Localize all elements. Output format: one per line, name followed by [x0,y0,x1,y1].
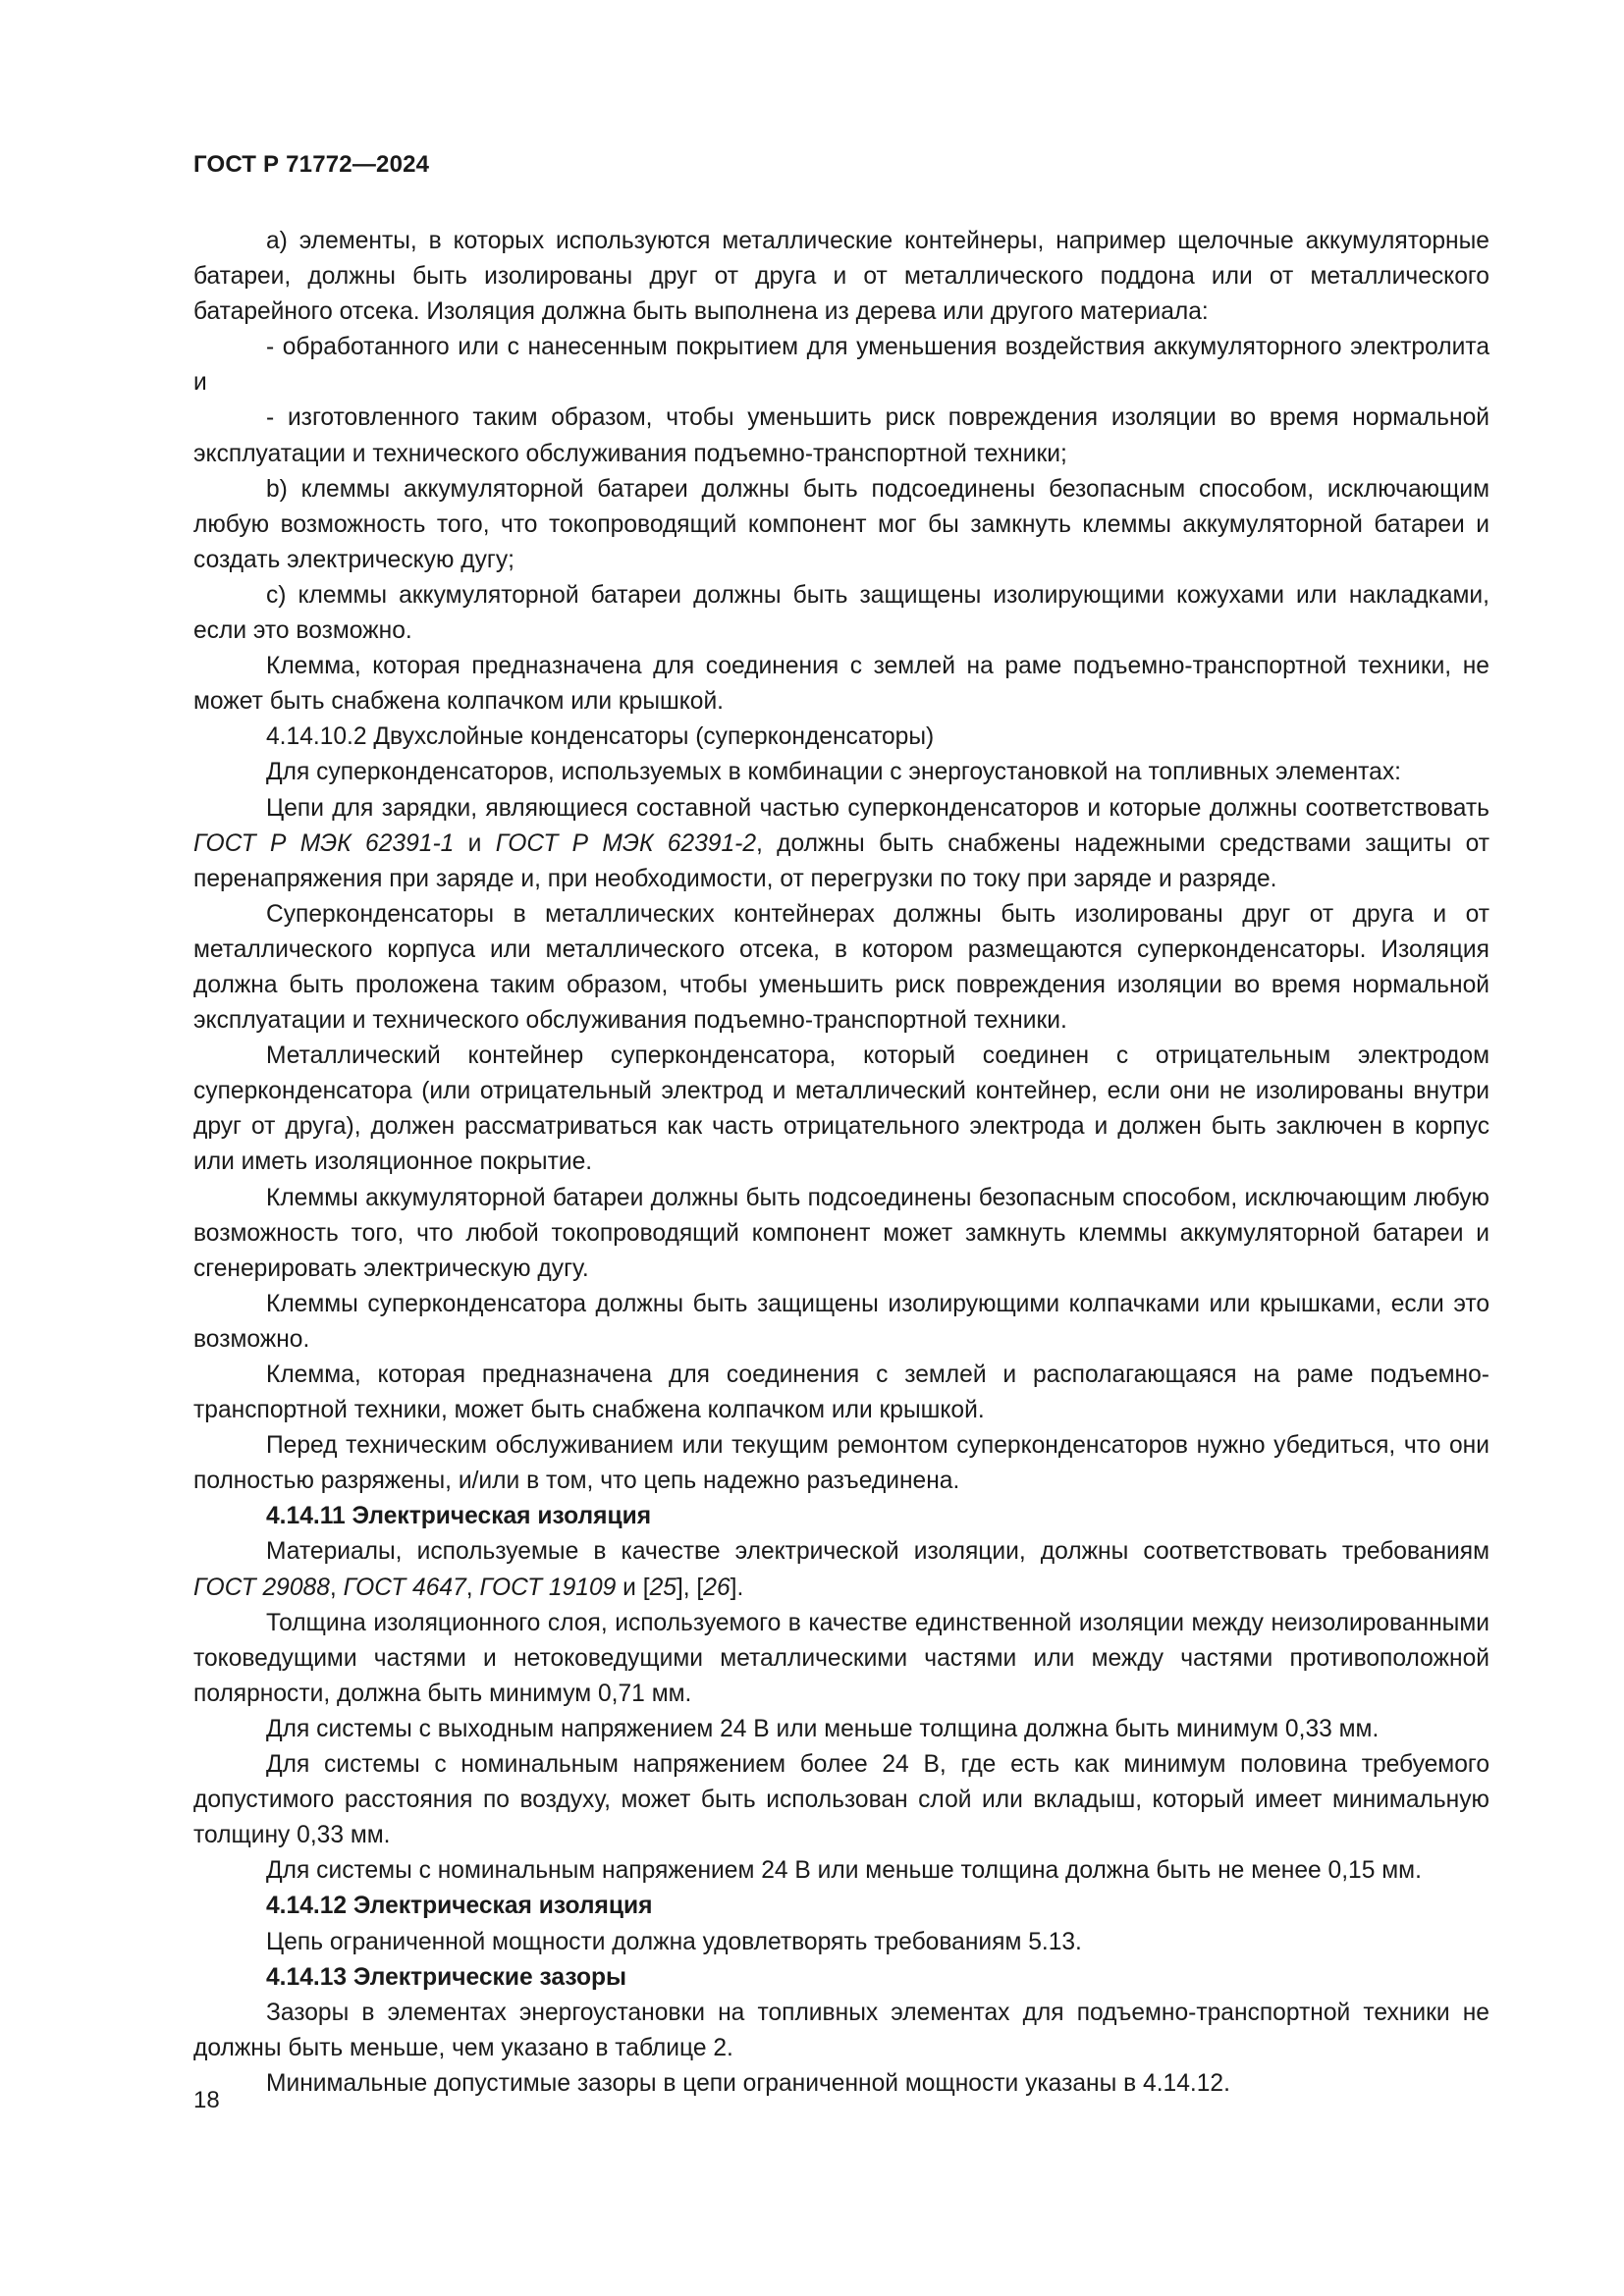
paragraph: a) элементы, в которых используются металлические контейнеры, например щелочные аккумуляторные батареи, должны быть изолированы друг от друга и от металлического поддона или от металлического батарейного отсека. Изоляция должна быть выполнена из дерева или другого материала: [193,228,1489,326]
paragraph-text: и [ [616,1574,650,1601]
paragraph-text: Материалы, используемые в качестве электрической изоляции, должны соответствовать требованиям [266,1538,1489,1566]
paragraph: Клемма, которая предназначена для соединения с землей и располагающаяся на раме подъемно-транспортной техники, может быть снабжена колпачком или крышкой. [193,1362,1489,1424]
paragraph: Для суперконденсаторов, используемых в комбинации с энергоустановкой на топливных элементах: [266,759,1401,786]
paragraph: Клеммы суперконденсатора должны быть защищены изолирующими колпачками или крышками, если это возможно. [193,1290,1489,1353]
paragraph: Цепь ограниченной мощности должна удовлетворять требованиям 5.13. [266,1928,1082,1955]
standard-reference: ГОСТ 29088 [193,1574,330,1601]
paragraph [193,1534,1489,1605]
section-heading: 4.14.11 Электрическая изоляция [266,1503,652,1530]
standard-reference: ГОСТ Р МЭК 62391-2 [495,829,757,857]
paragraph: Зазоры в элементах энергоустановки на топливных элементах для подъемно-транспортной техники не должны быть меньше, чем указано в таблице 2. [193,1999,1489,2061]
paragraph: - изготовленного таким образом, чтобы уменьшить риск повреждения изоляции во время нормальной эксплуатации и технического обслуживания подъемно-транспортной техники; [193,404,1489,467]
document-body [193,224,1489,2102]
paragraph: Клемма, которая предназначена для соединения с землей на раме подъемно-транспортной техники, не может быть снабжена колпачком или крышкой. [193,653,1489,716]
standard-reference: ГОСТ 4647 [343,1574,466,1601]
paragraph [193,791,1489,897]
paragraph: - обработанного или с нанесенным покрытием для уменьшения воздействия аккумуляторного электролита и [193,334,1489,397]
standard-reference: ГОСТ 19109 [479,1574,617,1601]
standard-reference: ГОСТ Р МЭК 62391-1 [193,829,455,857]
paragraph: Для системы с номинальным напряжением более 24 В, где есть как минимум половина требуемого допустимого расстояния по воздуху, может быть использован слой или вкладыш, который имеет минимальную толщину 0,33 мм. [193,1751,1489,1849]
paragraph: Для системы с номинальным напряжением 24 В или меньше толщина должна быть не менее 0,15 мм. [266,1857,1422,1885]
paragraph: Суперконденсаторы в металлических контейнерах должны быть изолированы друг от друга и от металлического корпуса или металлического отсека, в котором размещаются суперконденсаторы. Изоляция должна быть проложена таким образом, чтобы уменьшить риск повреждения изоляции во время нормальной эксплуатации и технического обслуживания подъемно-транспортной техники. [193,900,1489,1035]
paragraph: Толщина изоляционного слоя, используемого в качестве единственной изоляции между неизолированными токоведущими частями и нетоковедущими металлическими частями или между частями противоположной полярности, должна быть минимум 0,71 мм. [193,1609,1489,1707]
paragraph: Клеммы аккумуляторной батареи должны быть подсоединены безопасным способом, исключающим любую возможность того, что любой токопроводящий компонент может замкнуть клеммы аккумуляторной батареи и сгенерировать электрическую дугу. [193,1184,1489,1282]
paragraph-text: ], [ [676,1574,704,1601]
paragraph-text: и [454,829,496,857]
paragraph-text: ]. [730,1574,744,1601]
paragraph: Перед техническим обслуживанием или текущим ремонтом суперконденсаторов нужно убедиться, что они полностью разряжены, и/или в том, что цепь надежно разъединена. [193,1432,1489,1495]
subsection-title: 4.14.10.2 Двухслойные конденсаторы (суперконденсаторы) [266,723,935,751]
paragraph: c) клеммы аккумуляторной батареи должны быть защищены изолирующими кожухами или накладками, если это возможно. [193,581,1489,645]
paragraph: Для системы с выходным напряжением 24 В или меньше толщина должна быть минимум 0,33 мм. [266,1715,1380,1742]
bibliography-reference: 25 [649,1574,677,1601]
page-number: 18 [193,2087,220,2113]
paragraph-text: , [329,1574,344,1601]
document-header: ГОСТ Р 71772—2024 [193,151,430,178]
paragraph-text: , [465,1574,480,1601]
section-heading: 4.14.12 Электрическая изоляция [266,1893,653,1920]
bibliography-reference: 26 [703,1574,731,1601]
paragraph-text: Цепи для зарядки, являющиеся составной частью суперконденсаторов и которые должны соответствовать [266,794,1489,822]
section-heading: 4.14.13 Электрические зазоры [266,1963,627,1991]
paragraph: Минимальные допустимые зазоры в цепи ограниченной мощности указаны в 4.14.12. [266,2069,1230,2097]
paragraph: Металлический контейнер суперконденсатора, который соединен с отрицательным электродом суперконденсатора (или отрицательный электрод и металлический контейнер, если они не изолированы внутри друг от друга), должен рассматриваться как часть отрицательного электрода и должен быть заключен в корпус или иметь изоляционное покрытие. [193,1042,1489,1176]
paragraph: b) клеммы аккумуляторной батареи должны быть подсоединены безопасным способом, исключающим любую возможность того, что токопроводящий компонент мог бы замкнуть клеммы аккумуляторной батареи и создать электрическую дугу; [193,475,1489,573]
paragraph-text: , должны быть снабжены надежными средствами защиты от перенапряжения при заряде и, при необходимости, от перегрузки по току при заряде и разряде. [193,829,1489,892]
